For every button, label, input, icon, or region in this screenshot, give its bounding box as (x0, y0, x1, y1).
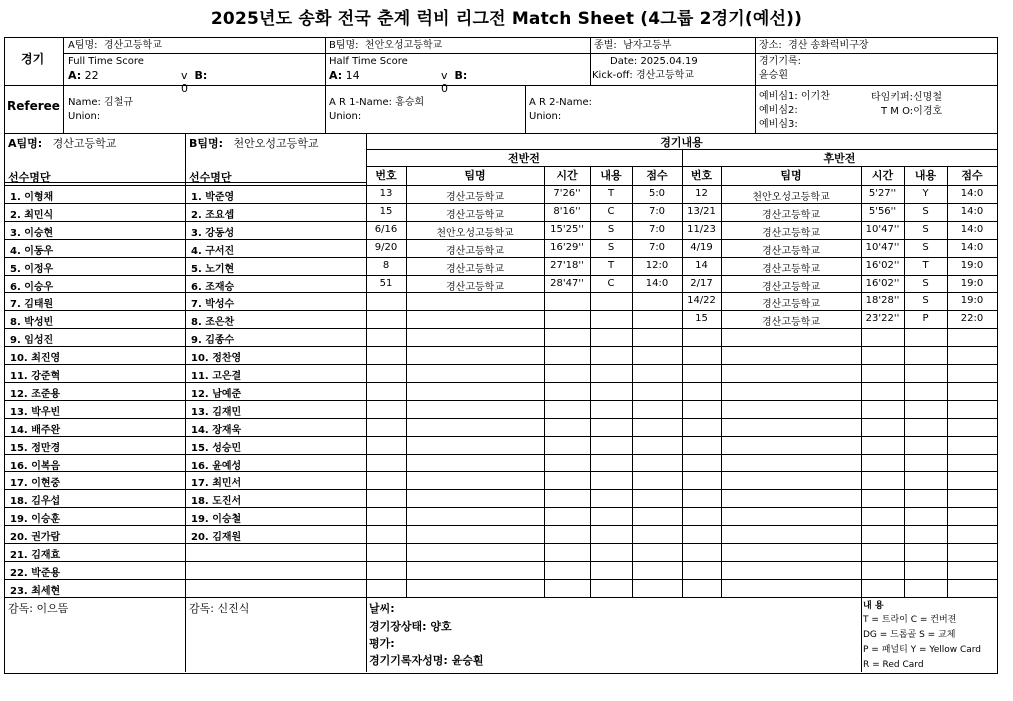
second-half-event-cell: 22:0 (960, 313, 984, 324)
grid-line (5, 328, 997, 329)
second-half-event-cell: 19:0 (960, 260, 984, 271)
first-half-col-header: 팀명 (464, 169, 486, 182)
second-half-event-cell: S (922, 295, 929, 306)
second-half-event-cell: 경산고등학교 (762, 282, 820, 293)
second-half-event-cell: 경산고등학교 (762, 246, 820, 257)
grid-line (5, 543, 997, 544)
record-writer: 경기기록자성명: 윤승훤 (369, 654, 484, 667)
reserve-ref-1: 예비심1: 이기찬 (759, 91, 830, 102)
grid-line (5, 400, 997, 401)
team-b-player: 18. 도진서 (191, 496, 242, 507)
coach-b: 감독: 신진식 (189, 602, 250, 615)
team-a-player: 16. 이복음 (10, 461, 61, 472)
second-half-event-cell: 14:0 (960, 188, 984, 199)
team-a-player: 7. 김태원 (10, 299, 54, 310)
referee-label: Referee (7, 99, 60, 113)
first-half-event-cell: 6/16 (374, 224, 398, 235)
second-half-event-cell: 14:0 (960, 224, 984, 235)
grid-line (5, 418, 997, 419)
category: 종별: 남자고등부 (594, 40, 672, 51)
second-half-event-cell: 5'27'' (868, 188, 897, 199)
team-b-player: 6. 조재승 (191, 282, 235, 293)
grid-line (5, 364, 997, 365)
first-half-event-cell: 13 (379, 188, 393, 199)
team-b-player: 11. 고은결 (191, 371, 242, 382)
team-a-player: 9. 임성진 (10, 335, 54, 346)
second-half-event-cell: 23'22'' (865, 313, 900, 324)
team-a-player: 19. 이승훈 (10, 514, 61, 525)
team-a-player: 12. 조준용 (10, 389, 61, 400)
ar1-union: Union: (329, 111, 362, 122)
team-b-player: 7. 박성수 (191, 299, 235, 310)
first-half-event-cell: 경산고등학교 (446, 246, 504, 257)
first-half-event-cell: 천안오성고등학교 (436, 228, 514, 239)
team-b-player: 12. 남예준 (191, 389, 242, 400)
roster-header-b: 선수명단 (189, 171, 232, 184)
team-b-player: 20. 김재원 (191, 532, 242, 543)
legend-line-1: T = 트라이 C = 컨버젼 (863, 615, 957, 625)
team-a-player: 18. 김우섭 (10, 496, 61, 507)
grid-line (5, 239, 997, 240)
half-time-score: A: 14 v B: 0 (329, 69, 468, 95)
first-half-event-cell: 8'16'' (553, 206, 581, 217)
first-half-col-header: 내용 (600, 169, 622, 182)
first-half-event-cell: T (607, 260, 615, 271)
legend-title: 내 용 (863, 601, 884, 611)
second-half-event-cell: 11/23 (687, 224, 716, 235)
team-b-player: 16. 윤예성 (191, 461, 242, 472)
team-b-player: 10. 정찬영 (191, 353, 242, 364)
first-half-event-cell: C (607, 278, 615, 289)
ar2-name: A R 2-Name: (529, 97, 592, 108)
weather: 날씨: (369, 602, 395, 615)
first-half-event-cell: 7:0 (648, 224, 666, 235)
team-a-player: 11. 강준혁 (10, 371, 61, 382)
second-half-event-cell: 경산고등학교 (762, 299, 820, 310)
first-half-event-cell: 5:0 (648, 188, 666, 199)
team-a-header: A팀명: 경산고등학교 (68, 40, 162, 51)
second-half-event-cell: 19:0 (960, 278, 984, 289)
sheet-title: 2025년도 송화 전국 춘계 럭비 리그전 Match Sheet (4그룹 2경기(예선)) (210, 9, 803, 29)
first-half-event-cell: 8 (382, 260, 390, 271)
legend-line-3: P = 패널티 Y = Yellow Card (863, 645, 982, 655)
team-a-player: 15. 정만경 (10, 443, 61, 454)
second-half-event-cell: S (922, 278, 929, 289)
grid-line (861, 597, 862, 672)
team-b-player: 8. 조은찬 (191, 317, 235, 328)
second-half-event-cell: Y (922, 188, 929, 199)
first-half-col-header: 시간 (556, 169, 578, 182)
team-b-player: 19. 이승철 (191, 514, 242, 525)
match-sheet (4, 37, 998, 674)
grid-line (5, 382, 997, 383)
team-b-name: B팀명: 천안오성고등학교 (189, 137, 319, 150)
second-half-event-cell: 14:0 (960, 242, 984, 253)
legend-line-4: R = Red Card (863, 660, 924, 670)
first-half-event-cell: 7:0 (648, 242, 666, 253)
team-b-player: 3. 강동성 (191, 228, 235, 239)
ar1-name: A R 1-Name: 홍승희 (329, 97, 425, 108)
team-b-player: 5. 노기현 (191, 264, 235, 275)
second-half-event-cell: 경산고등학교 (762, 228, 820, 239)
team-a-name: A팀명: 경산고등학교 (8, 137, 117, 150)
second-half-event-cell: 10'47'' (865, 242, 900, 253)
second-half-event-cell: S (922, 224, 929, 235)
team-a-player: 17. 이현중 (10, 478, 61, 489)
team-a-player: 5. 이정우 (10, 264, 54, 275)
first-half-event-cell: C (607, 206, 615, 217)
first-half-event-cell: S (607, 242, 615, 253)
grid-line (5, 579, 997, 580)
referee-union: Union: (68, 111, 101, 122)
legend-line-2: DG = 드롭골 S = 교체 (863, 630, 956, 640)
team-a-player: 10. 최진영 (10, 353, 61, 364)
second-half-event-cell: 13/21 (687, 206, 716, 217)
first-half-title: 전반전 (508, 152, 540, 165)
team-b-header: B팀명: 천안오성고등학교 (329, 40, 443, 51)
team-a-player: 20. 권가람 (10, 532, 61, 543)
second-half-event-cell: 16'02'' (865, 260, 900, 271)
second-half-event-cell: 천안오성고등학교 (752, 192, 830, 203)
grid-line (5, 182, 366, 183)
second-half-col-header: 번호 (690, 169, 713, 182)
grid-line (5, 489, 997, 490)
second-half-col-header: 내용 (914, 169, 937, 182)
half-time-label: Half Time Score (329, 56, 408, 67)
second-half-event-cell: 경산고등학교 (762, 210, 820, 221)
second-half-event-cell: 10'47'' (865, 224, 900, 235)
first-half-event-cell: 16'29'' (550, 242, 584, 253)
grid-line (5, 275, 997, 276)
first-half-event-cell: 경산고등학교 (446, 192, 504, 203)
second-half-col-header: 팀명 (780, 169, 802, 182)
grid-line (5, 203, 997, 204)
first-half-event-cell: 9/20 (374, 242, 398, 253)
first-half-event-cell: 경산고등학교 (446, 264, 504, 275)
evaluation: 평가: (369, 637, 395, 650)
first-half-event-cell: 15 (379, 206, 393, 217)
second-half-event-cell: 경산고등학교 (762, 264, 820, 275)
first-half-event-cell: 27'18'' (550, 260, 584, 271)
second-half-event-cell: 16'02'' (865, 278, 900, 289)
second-half-event-cell: 14/22 (687, 295, 716, 306)
team-b-player: 9. 김종수 (191, 335, 235, 346)
team-a-player: 2. 최민식 (10, 210, 54, 221)
first-half-event-cell: 14:0 (645, 278, 669, 289)
team-b-player: 14. 장재욱 (191, 425, 242, 436)
venue: 장소: 경산 송화럭비구장 (759, 40, 869, 51)
grid-line (5, 310, 997, 311)
second-half-event-cell: 15 (695, 313, 708, 324)
second-half-event-cell: 19:0 (960, 295, 984, 306)
second-half-event-cell: 2/17 (690, 278, 713, 289)
grid-line (5, 436, 997, 437)
match-content-title: 경기내용 (660, 136, 703, 149)
second-half-title: 후반전 (823, 152, 856, 165)
full-time-label: Full Time Score (68, 56, 144, 67)
team-a-player: 23. 최세현 (10, 586, 61, 597)
coach-a: 감독: 이으뜸 (8, 602, 69, 615)
grid-line (5, 597, 997, 598)
first-half-event-cell: 7'26'' (553, 188, 581, 199)
second-half-event-cell: T (922, 260, 929, 271)
reserve-ref-2: 예비심2: (759, 105, 798, 116)
kickoff: Kick-off: 경산고등학교 (592, 70, 694, 81)
match-date: Date: 2025.04.19 (610, 56, 698, 67)
first-half-event-cell: 7:0 (648, 206, 666, 217)
field-condition: 경기장상태: 양호 (369, 620, 452, 633)
second-half-event-cell: S (922, 242, 929, 253)
recorder-label: 경기기록: (759, 56, 802, 67)
grid-line (5, 185, 997, 186)
grid-line (5, 454, 997, 455)
grid-line (5, 471, 997, 472)
team-b-player: 15. 성승민 (191, 443, 242, 454)
second-half-event-cell: 경산고등학교 (762, 317, 820, 328)
first-half-event-cell: 28'47'' (550, 278, 584, 289)
second-half-event-cell: 5'56'' (868, 206, 897, 217)
timekeeper: 타임키퍼:신명철 (871, 92, 942, 103)
team-a-player: 8. 박성빈 (10, 317, 54, 328)
first-half-event-cell: 경산고등학교 (446, 282, 504, 293)
second-half-event-cell: 12 (695, 188, 708, 199)
grid-line (5, 346, 997, 347)
team-a-player: 21. 김재효 (10, 550, 61, 561)
second-half-col-header: 시간 (871, 169, 894, 182)
first-half-event-cell: S (607, 224, 615, 235)
second-half-event-cell: P (922, 313, 929, 324)
second-half-col-header: 점수 (961, 169, 983, 182)
team-b-player: 13. 김재민 (191, 407, 242, 418)
recorder-value: 윤승훤 (759, 70, 788, 81)
first-half-event-cell: 경산고등학교 (446, 210, 504, 221)
team-b-player: 4. 구서진 (191, 246, 235, 257)
grid-line (5, 507, 997, 508)
team-a-player: 6. 이승우 (10, 282, 54, 293)
team-b-player: 2. 조요셉 (191, 210, 235, 221)
tmo: T M O:이경호 (881, 106, 943, 117)
team-b-player: 1. 박준영 (191, 192, 235, 203)
grid-line (5, 257, 997, 258)
second-half-event-cell: 18'28'' (865, 295, 900, 306)
second-half-event-cell: S (922, 206, 929, 217)
grid-line (5, 561, 997, 562)
first-half-event-cell: 51 (379, 278, 393, 289)
first-half-event-cell: 15'25'' (550, 224, 584, 235)
ar2-union: Union: (529, 111, 562, 122)
team-a-player: 1. 이형채 (10, 192, 54, 203)
second-half-event-cell: 4/19 (690, 242, 713, 253)
team-a-player: 3. 이승현 (10, 228, 54, 239)
first-half-event-cell: 12:0 (645, 260, 669, 271)
second-half-event-cell: 14:0 (960, 206, 984, 217)
first-half-col-header: 점수 (646, 169, 668, 182)
full-time-score: A: 22 v B: 0 (68, 69, 208, 95)
team-a-player: 14. 배주완 (10, 425, 61, 436)
reserve-ref-3: 예비심3: (759, 119, 798, 130)
roster-header-a: 선수명단 (8, 171, 51, 184)
first-half-col-header: 번호 (375, 169, 397, 182)
referee-name: Name: 김철규 (68, 97, 134, 108)
first-half-event-cell: T (607, 188, 615, 199)
grid-line (5, 221, 997, 222)
second-half-event-cell: 14 (695, 260, 708, 271)
grid-line (185, 597, 186, 672)
team-a-player: 4. 이동우 (10, 246, 54, 257)
team-a-player: 13. 박우빈 (10, 407, 61, 418)
team-b-player: 17. 최민서 (191, 478, 242, 489)
grid-line (5, 525, 997, 526)
game-label: 경기 (21, 52, 45, 66)
team-a-player: 22. 박준용 (10, 568, 61, 579)
